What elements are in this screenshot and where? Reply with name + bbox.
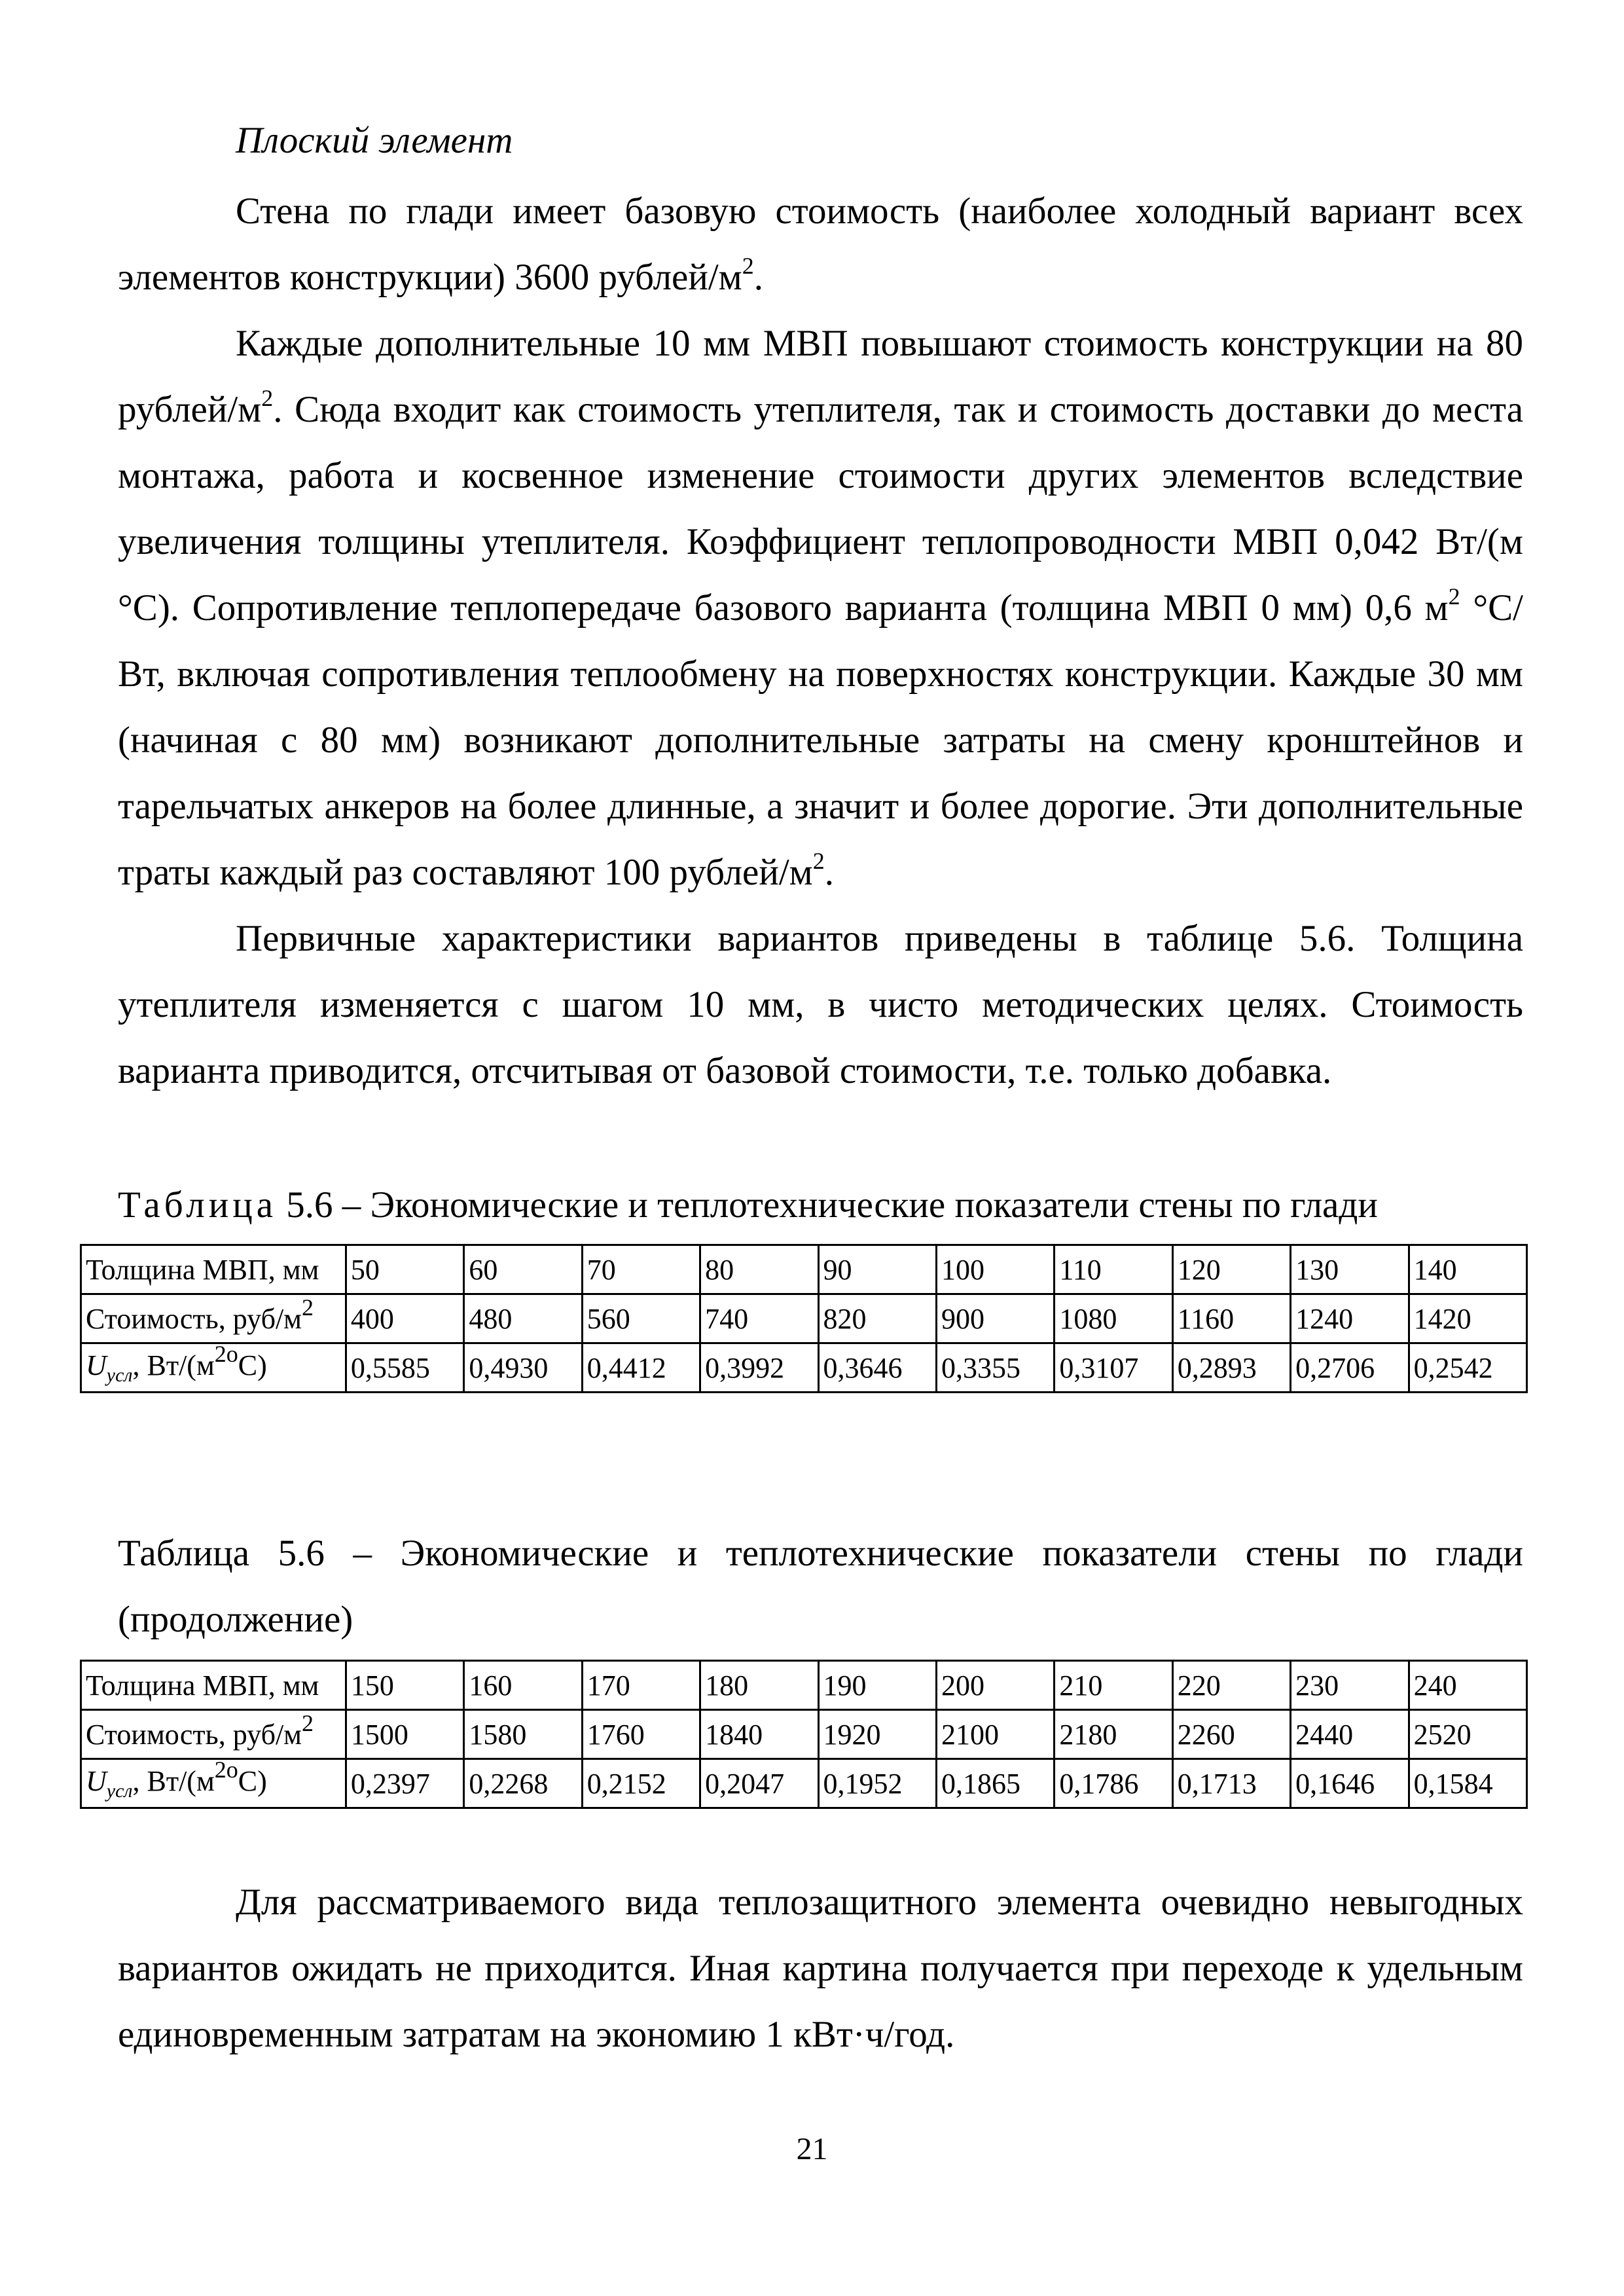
table-cell: 0,4930 (464, 1343, 582, 1393)
table-cell: 1080 (1055, 1294, 1172, 1343)
table-cell: 0,1713 (1172, 1759, 1290, 1808)
table-cell: 0,4412 (582, 1343, 700, 1393)
table1-row-cost (81, 1294, 1527, 1343)
table-cell: 0,3355 (936, 1343, 1054, 1393)
table-cell: 100 (936, 1245, 1054, 1294)
table-cell: 0,1646 (1291, 1759, 1409, 1808)
table-cell: 230 (1291, 1661, 1409, 1710)
row-label-thickness: Толщина МВП, мм (81, 1661, 346, 1710)
table-cell: 1240 (1291, 1294, 1409, 1343)
table-cell: 0,2397 (346, 1759, 463, 1808)
table-cell: 2100 (936, 1710, 1054, 1759)
table-cell: 560 (582, 1294, 700, 1343)
table1-caption: Таблица 5.6 – Экономические и теплотехнические показатели стены по глади (118, 1184, 1378, 1226)
table-cell: 0,5585 (346, 1343, 463, 1393)
table-cell: 90 (818, 1245, 936, 1294)
table-cell: 1420 (1409, 1294, 1526, 1343)
table-cell: 480 (464, 1294, 582, 1343)
table-cell: 2180 (1055, 1710, 1172, 1759)
table-cell: 170 (582, 1661, 700, 1710)
table-cell: 140 (1409, 1245, 1526, 1294)
body-text-bottom (118, 1869, 1523, 2068)
table-cell: 0,2893 (1172, 1343, 1290, 1393)
table-cell: 0,2706 (1291, 1343, 1409, 1393)
body-text-top (118, 178, 1523, 1104)
table-cell: 240 (1409, 1661, 1526, 1710)
table-cell: 50 (346, 1245, 463, 1294)
table-cell: 200 (936, 1661, 1054, 1710)
table-cell: 150 (346, 1661, 463, 1710)
table-cell: 110 (1055, 1245, 1172, 1294)
table2-caption: Таблица 5.6 – Экономические и теплотехнические показатели стены по глади (продолжение) (118, 1533, 1523, 1640)
page-number: 21 (796, 2132, 828, 2166)
section-heading: Плоский элемент (236, 120, 513, 161)
table-cell: 80 (700, 1245, 818, 1294)
paragraph-3: Первичные характеристики вариантов приведены в таблице 5.6. Толщина утеплителя изменяется с шагом 10 мм, в чисто методических целях. Стоимость варианта приводится, отсчитывая от базовой стоимости, т.е. только добавка. (118, 918, 1523, 1091)
table1 (80, 1244, 1528, 1393)
table-cell: 0,3646 (818, 1343, 936, 1393)
table-cell: 0,3992 (700, 1343, 818, 1393)
table-cell: 1500 (346, 1710, 463, 1759)
table-cell: 210 (1055, 1661, 1172, 1710)
table-cell: 0,3107 (1055, 1343, 1172, 1393)
table-cell: 0,2542 (1409, 1343, 1526, 1393)
paragraph-4: Для рассматриваемого вида теплозащитного элемента очевидно невыгодных вариантов ожидать не приходится. Иная картина получается при переходе к удельным единовременным затратам на экономию 1 кВт·ч/год. (118, 1882, 1523, 2055)
table1-row-u (81, 1343, 1527, 1393)
table-cell: 2520 (1409, 1710, 1526, 1759)
table-cell: 0,2268 (464, 1759, 582, 1808)
table-cell: 130 (1291, 1245, 1409, 1294)
table-cell: 1580 (464, 1710, 582, 1759)
paragraph-1: Стена по глади имеет базовую стоимость (наиболее холодный вариант всех элементов конструкции) 3600 рублей/$м^2$. (118, 191, 1523, 298)
table-cell: 900 (936, 1294, 1054, 1343)
table-cell: 2260 (1172, 1710, 1290, 1759)
table-cell: 0,1865 (936, 1759, 1054, 1808)
row-label-u: $U_{усл}$, $Вт/(м^{2о}С)$ (81, 1343, 346, 1393)
table-cell: 820 (818, 1294, 936, 1343)
table-cell: 2440 (1291, 1710, 1409, 1759)
table-cell: 120 (1172, 1245, 1290, 1294)
table-cell: 190 (818, 1661, 936, 1710)
row-label-thickness: Толщина МВП, мм (81, 1245, 346, 1294)
row-label-cost: Стоимость, руб/$м^2$ (81, 1294, 346, 1343)
table-cell: 0,1584 (1409, 1759, 1526, 1808)
table-cell: 0,1786 (1055, 1759, 1172, 1808)
table-cell: 1920 (818, 1710, 936, 1759)
table-cell: 1840 (700, 1710, 818, 1759)
table1-row-thickness (81, 1245, 1527, 1294)
table2-row-u (81, 1759, 1527, 1808)
table-cell: 1760 (582, 1710, 700, 1759)
table2-row-cost (81, 1710, 1527, 1759)
table-cell: 160 (464, 1661, 582, 1710)
row-label-u: $U_{усл}$, $Вт/(м^{2о}С)$ (81, 1759, 346, 1808)
table-cell: 220 (1172, 1661, 1290, 1710)
row-label-cost: Стоимость, руб/$м^2$ (81, 1710, 346, 1759)
table-cell: 1160 (1172, 1294, 1290, 1343)
table-cell: 180 (700, 1661, 818, 1710)
table-cell: 0,1952 (818, 1759, 936, 1808)
table-cell: 400 (346, 1294, 463, 1343)
table-cell: 740 (700, 1294, 818, 1343)
paragraph-2: Каждые дополнительные 10 мм МВП повышают стоимость конструкции на 80 рублей/$м^2$. Сюда входит как стоимость утеплителя, так и стоимость доставки до места монтажа, работа и косвенное изменение стоимости других элементов вследствие увеличения толщины утеплителя. Коэффициент теплопроводности МВП 0,042 Вт/(м °С). Сопротивление теплопередаче базового варианта (толщина МВП 0 мм) 0,6 $м^2$ °С/Вт, включая сопротивления теплообмену на поверхностях конструкции. Каждые 30 мм (начиная с 80 мм) возникают дополнительные затраты на смену кронштейнов и тарельчатых анкеров на более длинные, а значит и более дорогие. Эти дополнительные траты каждый раз составляют 100 рублей/$м^2$. (118, 323, 1523, 893)
table-cell: 70 (582, 1245, 700, 1294)
table2-row-thickness (81, 1661, 1527, 1710)
table-cell: 60 (464, 1245, 582, 1294)
table-cell: 0,2047 (700, 1759, 818, 1808)
table-cell: 0,2152 (582, 1759, 700, 1808)
table2 (80, 1660, 1528, 1809)
